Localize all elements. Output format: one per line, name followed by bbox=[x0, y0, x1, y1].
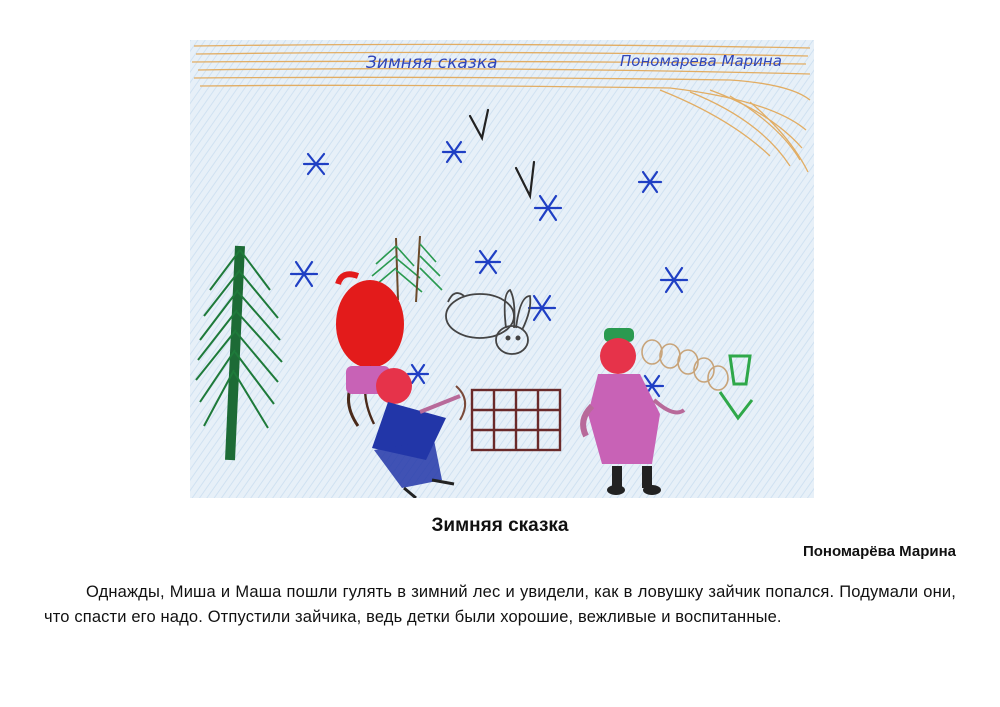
author-name: Пономарёва Марина bbox=[802, 543, 956, 560]
page-title: Зимняя сказка bbox=[431, 515, 569, 536]
children-drawing bbox=[190, 40, 814, 498]
drawing-handwritten-author: Пономарева Марина bbox=[620, 52, 782, 70]
drawing-handwritten-title: Зимняя сказка bbox=[366, 53, 498, 73]
story-text: Однажды, Миша и Маша пошли гулять в зимний лес и увидели, как в ловушку зайчик попался. Подумали они, что спасти его надо. Отпустили зайчика, ведь детки были хорошие, вежливые и воспитанные. bbox=[44, 583, 956, 626]
